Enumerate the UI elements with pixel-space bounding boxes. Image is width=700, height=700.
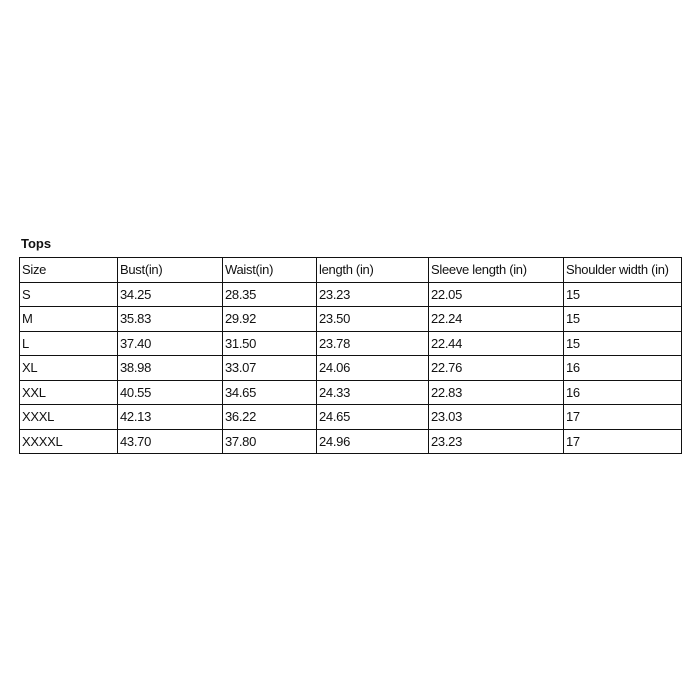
cell-size: XXXXL: [20, 429, 118, 454]
table-row: [20, 307, 682, 332]
cell-bust: 35.83: [118, 307, 223, 332]
cell-size: S: [20, 282, 118, 307]
cell-shoulder-width: 17: [564, 429, 682, 454]
cell-shoulder-width: 16: [564, 380, 682, 405]
cell-shoulder-width: 15: [564, 331, 682, 356]
cell-length: 23.50: [317, 307, 429, 332]
header-length: length (in): [317, 258, 429, 283]
cell-waist: 34.65: [223, 380, 317, 405]
cell-waist: 29.92: [223, 307, 317, 332]
size-chart-table: [19, 257, 682, 454]
cell-shoulder-width: 16: [564, 356, 682, 381]
table-row: [20, 282, 682, 307]
cell-sleeve-length: 22.83: [429, 380, 564, 405]
table-row: [20, 356, 682, 381]
cell-bust: 40.55: [118, 380, 223, 405]
cell-waist: 28.35: [223, 282, 317, 307]
header-sleeve-length: Sleeve length (in): [429, 258, 564, 283]
header-bust: Bust(in): [118, 258, 223, 283]
table-title: Tops: [21, 236, 52, 251]
cell-size: XXL: [20, 380, 118, 405]
cell-sleeve-length: 23.23: [429, 429, 564, 454]
cell-shoulder-width: 17: [564, 405, 682, 430]
header-shoulder-width: Shoulder width (in): [564, 258, 682, 283]
cell-waist: 33.07: [223, 356, 317, 381]
cell-size: L: [20, 331, 118, 356]
cell-length: 23.78: [317, 331, 429, 356]
table-row: [20, 380, 682, 405]
cell-length: 24.96: [317, 429, 429, 454]
cell-sleeve-length: 23.03: [429, 405, 564, 430]
header-size: Size: [20, 258, 118, 283]
cell-sleeve-length: 22.24: [429, 307, 564, 332]
cell-bust: 34.25: [118, 282, 223, 307]
cell-length: 24.65: [317, 405, 429, 430]
table-row: [20, 405, 682, 430]
header-waist: Waist(in): [223, 258, 317, 283]
cell-length: 23.23: [317, 282, 429, 307]
cell-waist: 36.22: [223, 405, 317, 430]
table-row: [20, 429, 682, 454]
cell-length: 24.33: [317, 380, 429, 405]
cell-size: XL: [20, 356, 118, 381]
table-row: [20, 331, 682, 356]
cell-bust: 43.70: [118, 429, 223, 454]
cell-waist: 37.80: [223, 429, 317, 454]
cell-length: 24.06: [317, 356, 429, 381]
cell-bust: 37.40: [118, 331, 223, 356]
cell-waist: 31.50: [223, 331, 317, 356]
cell-shoulder-width: 15: [564, 307, 682, 332]
cell-size: XXXL: [20, 405, 118, 430]
cell-bust: 38.98: [118, 356, 223, 381]
header-row: [20, 258, 682, 283]
cell-bust: 42.13: [118, 405, 223, 430]
cell-sleeve-length: 22.05: [429, 282, 564, 307]
cell-sleeve-length: 22.76: [429, 356, 564, 381]
cell-sleeve-length: 22.44: [429, 331, 564, 356]
cell-shoulder-width: 15: [564, 282, 682, 307]
cell-size: M: [20, 307, 118, 332]
